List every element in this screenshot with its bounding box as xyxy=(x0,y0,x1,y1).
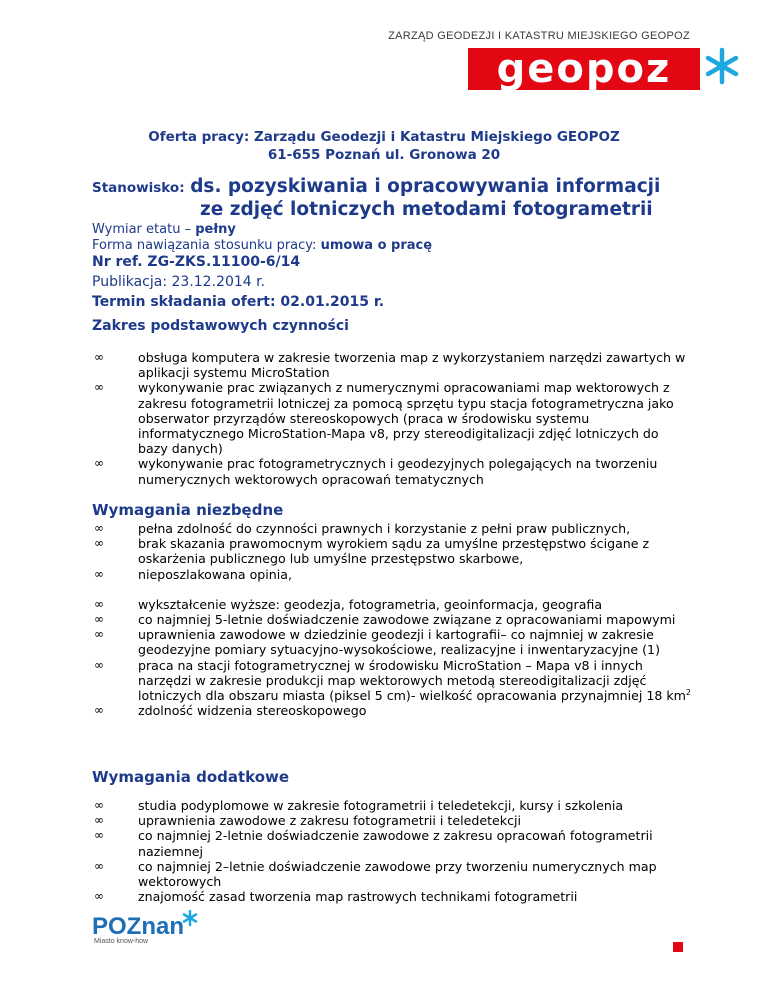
bullet-icon: ∞ xyxy=(94,380,104,395)
superscript: 2 xyxy=(685,687,692,697)
employment-details xyxy=(92,222,432,254)
bullet-icon: ∞ xyxy=(94,627,104,642)
list-item: ∞ co najmniej 2–letnie doświadczenie zawodowe przy tworzeniu numerycznych map wektorowych xyxy=(94,858,657,890)
bullet-icon: ∞ xyxy=(94,612,104,627)
deadline: Termin składania ofert: 02.01.2015 r. xyxy=(92,294,385,310)
section-heading-dodatkowe: Wymagania dodatkowe xyxy=(92,768,290,786)
bullet-icon: ∞ xyxy=(94,521,104,535)
position-title xyxy=(92,176,660,220)
list-item: ∞ studia podyplomowe w zakresie fotogrametrii i teledetekcji, kursy i szkolenia xyxy=(94,798,624,813)
offer-title-line1: Oferta pracy: Zarządu Geodezji i Katastru Miejskiego GEOPOZ xyxy=(148,129,620,145)
organization-name: ZARZĄD GEODEZJI I KATASTRU MIEJSKIEGO GEOPOZ xyxy=(388,30,690,42)
bullet-icon: ∞ xyxy=(94,828,104,843)
list-item: ∞ wykonywanie prac związanych z numerycznymi opracowaniami map wektorowych z zakresu fotogrametrii lotniczej za pomocą sprzętu typu stacja fotogrametryczna jako obserwator przyrządów stereoskopowych (praca w środowisku systemu informatycznego MicroStation-Mapa v8, przy stereodigitalizacji zdjęć lotniczych do bazy danych) xyxy=(94,380,674,457)
reference-number: Nr ref. ZG-ZKS.11100-6/14 xyxy=(92,254,301,270)
poznan-logo-text: POZnan xyxy=(92,913,185,940)
workload-value: pełny xyxy=(195,222,236,237)
position-name-line1: ds. pozyskiwania i opracowywania informacji xyxy=(190,176,661,197)
publication-date: Publikacja: 23.12.2014 r. xyxy=(92,274,266,290)
bullet-icon: ∞ xyxy=(94,350,104,364)
section-heading-zakres: Zakres podstawowych czynności xyxy=(92,318,349,334)
list-item: ∞ wykonywanie prac fotogrametrycznych i geodezyjnych polegających na tworzeniu numerycznych wektorowych opracowań tematycznych xyxy=(94,456,658,487)
position-name-line2: ze zdjęć lotniczych metodami fotogrametrii xyxy=(200,199,653,220)
offer-title-line2: 61-655 Poznań ul. Gronowa 20 xyxy=(267,147,501,163)
list-item: ∞ co najmniej 2-letnie doświadczenie zawodowe z zakresu opracowań fotogrametrii naziemnej xyxy=(94,828,653,859)
list-item: ∞ uprawnienia zawodowe w dziedzinie geodezji i kartografii– co najmniej w zakresie geodezyjne pomiary sytuacyjno-wysokościowe, realizacyjne i inwentaryzacyjne (1) xyxy=(94,627,660,658)
list-item: ∞ uprawnienia zawodowe z zakresu fotogrametrii i teledetekcji xyxy=(94,813,521,829)
position-label: Stanowisko: xyxy=(92,180,185,196)
bullet-icon: ∞ xyxy=(94,703,104,718)
list-item: ∞ co najmniej 5-letnie doświadczenie zawodowe związane z opracowaniami mapowymi xyxy=(94,612,676,628)
list-item: ∞ zdolność widzenia stereoskopowego xyxy=(94,703,367,719)
bullet-icon: ∞ xyxy=(94,596,104,611)
bullet-icon: ∞ xyxy=(94,858,104,873)
section-heading-niezbedne: Wymagania niezbędne xyxy=(92,501,284,519)
list-item: ∞ znajomość zasad tworzenia map rastrowych technikami fotogrametrii xyxy=(94,889,578,905)
list-item: ∞ brak skazania prawomocnym wyrokiem sądu za umyślne przestępstwo ścigane z oskarżenia publicznego lub umyślne przestępstwo skarbowe, xyxy=(94,536,650,567)
dodatkowe-list xyxy=(92,798,692,904)
contract-form-value: umowa o pracę xyxy=(320,238,433,253)
star-icon xyxy=(184,911,196,925)
list-item: ∞ obsługa komputera w zakresie tworzenia map z wykorzystaniem narzędzi zawartych w aplikacji systemu MicroStation xyxy=(94,350,686,381)
list-item: ∞ wykształcenie wyższe: geodezja, fotogrametria, geoinformacja, geografia xyxy=(94,596,603,612)
bullet-icon: ∞ xyxy=(94,813,104,828)
list-item: ∞ pełna zdolność do czynności prawnych i korzystanie z pełni praw publicznych, xyxy=(94,521,631,536)
bullet-icon: ∞ xyxy=(94,657,104,672)
zakres-list xyxy=(92,350,692,487)
niezbedne-list xyxy=(92,521,692,718)
list-item: ∞ praca na stacji fotogrametrycznej w środowisku MicroStation – Mapa v8 i innych narzędzi w zakresie produkcji map wektorowych metodą stereodigitalizacji zdjęć lotniczych dla obszaru miasta (piksel 5 cm)- wielkość opracowania przynajmniej 18 $km^2$ xyxy=(94,657,692,704)
geopoz-logo xyxy=(468,46,743,96)
poznan-tagline: Miasto know-how xyxy=(94,938,149,945)
geopoz-logo-text: geopoz xyxy=(496,46,672,92)
red-square-mark xyxy=(673,942,683,952)
bullet-icon: ∞ xyxy=(94,456,104,471)
offer-title xyxy=(0,128,768,164)
bullet-icon: ∞ xyxy=(94,798,104,812)
star-icon xyxy=(708,50,736,82)
bullet-icon: ∞ xyxy=(94,536,104,551)
poznan-logo xyxy=(92,910,212,946)
bullet-icon: ∞ xyxy=(94,566,104,581)
workload-label: Wymiar etatu – xyxy=(92,222,196,237)
bullet-icon: ∞ xyxy=(94,889,104,904)
list-item: ∞ nieposzlakowana opinia, xyxy=(94,566,292,582)
contract-form-label: Forma nawiązania stosunku pracy: xyxy=(92,238,321,253)
